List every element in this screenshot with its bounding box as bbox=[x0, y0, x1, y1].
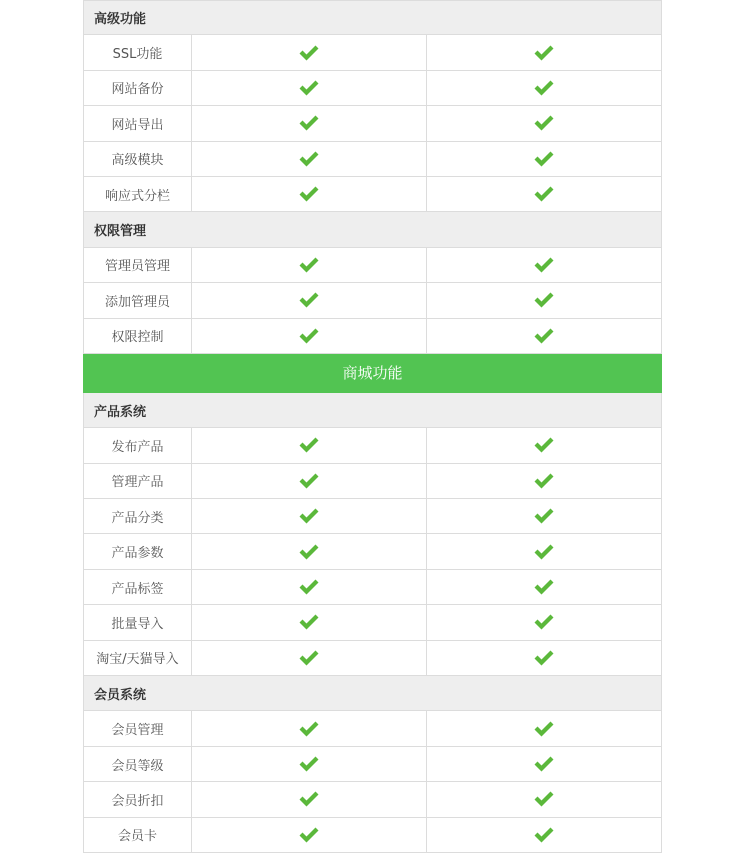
feature-cell-col2 bbox=[427, 499, 661, 533]
feature-name: 会员折扣 bbox=[84, 782, 192, 816]
feature-cell-col2 bbox=[427, 142, 661, 176]
check-icon bbox=[298, 790, 320, 808]
feature-name: 高级模块 bbox=[84, 142, 192, 176]
feature-name: 响应式分栏 bbox=[84, 177, 192, 211]
feature-cell-col2 bbox=[427, 605, 661, 639]
check-icon bbox=[298, 826, 320, 844]
feature-cell-col2 bbox=[427, 641, 661, 675]
feature-comparison-table bbox=[83, 0, 662, 853]
feature-row bbox=[83, 283, 662, 318]
section-header: 产品系统 bbox=[83, 393, 662, 428]
check-icon bbox=[298, 507, 320, 525]
feature-row bbox=[83, 177, 662, 212]
check-icon bbox=[533, 256, 555, 274]
check-icon bbox=[298, 613, 320, 631]
feature-row bbox=[83, 428, 662, 463]
feature-name: 会员管理 bbox=[84, 711, 192, 745]
feature-cell-col2 bbox=[427, 747, 661, 781]
check-icon bbox=[533, 150, 555, 168]
feature-cell-col2 bbox=[427, 534, 661, 568]
feature-cell-col1 bbox=[192, 71, 427, 105]
feature-cell-col1 bbox=[192, 319, 427, 353]
feature-name: 添加管理员 bbox=[84, 283, 192, 317]
section-header: 权限管理 bbox=[83, 212, 662, 247]
check-icon bbox=[533, 507, 555, 525]
section-header: 高级功能 bbox=[83, 0, 662, 35]
check-icon bbox=[533, 327, 555, 345]
feature-name: 发布产品 bbox=[84, 428, 192, 462]
feature-cell-col1 bbox=[192, 534, 427, 568]
check-icon bbox=[533, 578, 555, 596]
feature-cell-col1 bbox=[192, 605, 427, 639]
feature-cell-col1 bbox=[192, 177, 427, 211]
check-icon bbox=[298, 150, 320, 168]
check-icon bbox=[298, 185, 320, 203]
feature-cell-col2 bbox=[427, 177, 661, 211]
feature-row bbox=[83, 35, 662, 70]
feature-cell-col1 bbox=[192, 570, 427, 604]
feature-row bbox=[83, 641, 662, 676]
feature-cell-col2 bbox=[427, 283, 661, 317]
feature-name: SSL功能 bbox=[84, 35, 192, 69]
feature-row bbox=[83, 499, 662, 534]
feature-row bbox=[83, 570, 662, 605]
check-icon bbox=[533, 185, 555, 203]
check-icon bbox=[298, 79, 320, 97]
feature-cell-col1 bbox=[192, 641, 427, 675]
check-icon bbox=[298, 543, 320, 561]
group-banner: 商城功能 bbox=[83, 354, 662, 393]
feature-name: 批量导入 bbox=[84, 605, 192, 639]
feature-cell-col2 bbox=[427, 319, 661, 353]
feature-cell-col2 bbox=[427, 464, 661, 498]
check-icon bbox=[298, 114, 320, 132]
feature-cell-col2 bbox=[427, 106, 661, 140]
feature-name: 会员卡 bbox=[84, 818, 192, 852]
feature-name: 产品标签 bbox=[84, 570, 192, 604]
feature-cell-col1 bbox=[192, 818, 427, 852]
feature-cell-col2 bbox=[427, 711, 661, 745]
check-icon bbox=[533, 114, 555, 132]
feature-cell-col1 bbox=[192, 142, 427, 176]
check-icon bbox=[533, 720, 555, 738]
feature-cell-col2 bbox=[427, 248, 661, 282]
check-icon bbox=[298, 649, 320, 667]
feature-row bbox=[83, 711, 662, 746]
feature-row bbox=[83, 818, 662, 853]
feature-row bbox=[83, 534, 662, 569]
check-icon bbox=[533, 291, 555, 309]
feature-cell-col2 bbox=[427, 818, 661, 852]
feature-cell-col2 bbox=[427, 428, 661, 462]
feature-row bbox=[83, 605, 662, 640]
check-icon bbox=[298, 44, 320, 62]
check-icon bbox=[533, 649, 555, 667]
check-icon bbox=[533, 436, 555, 454]
check-icon bbox=[298, 720, 320, 738]
feature-cell-col1 bbox=[192, 428, 427, 462]
check-icon bbox=[298, 327, 320, 345]
feature-cell-col1 bbox=[192, 464, 427, 498]
feature-row bbox=[83, 106, 662, 141]
feature-cell-col2 bbox=[427, 71, 661, 105]
check-icon bbox=[533, 44, 555, 62]
feature-cell-col2 bbox=[427, 570, 661, 604]
feature-row bbox=[83, 747, 662, 782]
feature-cell-col1 bbox=[192, 782, 427, 816]
feature-cell-col1 bbox=[192, 283, 427, 317]
feature-row bbox=[83, 142, 662, 177]
check-icon bbox=[533, 613, 555, 631]
feature-row bbox=[83, 248, 662, 283]
check-icon bbox=[298, 436, 320, 454]
feature-name: 网站备份 bbox=[84, 71, 192, 105]
feature-cell-col2 bbox=[427, 782, 661, 816]
check-icon bbox=[533, 79, 555, 97]
feature-name: 淘宝/天猫导入 bbox=[84, 641, 192, 675]
feature-cell-col1 bbox=[192, 248, 427, 282]
feature-cell-col1 bbox=[192, 106, 427, 140]
check-icon bbox=[533, 790, 555, 808]
feature-cell-col1 bbox=[192, 711, 427, 745]
feature-cell-col2 bbox=[427, 35, 661, 69]
feature-row bbox=[83, 782, 662, 817]
feature-name: 网站导出 bbox=[84, 106, 192, 140]
feature-row bbox=[83, 71, 662, 106]
feature-row bbox=[83, 319, 662, 354]
check-icon bbox=[533, 826, 555, 844]
check-icon bbox=[298, 578, 320, 596]
check-icon bbox=[298, 755, 320, 773]
feature-name: 管理产品 bbox=[84, 464, 192, 498]
feature-name: 会员等级 bbox=[84, 747, 192, 781]
feature-cell-col1 bbox=[192, 35, 427, 69]
feature-row bbox=[83, 464, 662, 499]
check-icon bbox=[533, 543, 555, 561]
check-icon bbox=[298, 291, 320, 309]
feature-name: 产品参数 bbox=[84, 534, 192, 568]
feature-name: 产品分类 bbox=[84, 499, 192, 533]
feature-name: 管理员管理 bbox=[84, 248, 192, 282]
feature-cell-col1 bbox=[192, 747, 427, 781]
feature-cell-col1 bbox=[192, 499, 427, 533]
check-icon bbox=[533, 755, 555, 773]
section-header: 会员系统 bbox=[83, 676, 662, 711]
feature-name: 权限控制 bbox=[84, 319, 192, 353]
check-icon bbox=[298, 256, 320, 274]
check-icon bbox=[298, 472, 320, 490]
check-icon bbox=[533, 472, 555, 490]
